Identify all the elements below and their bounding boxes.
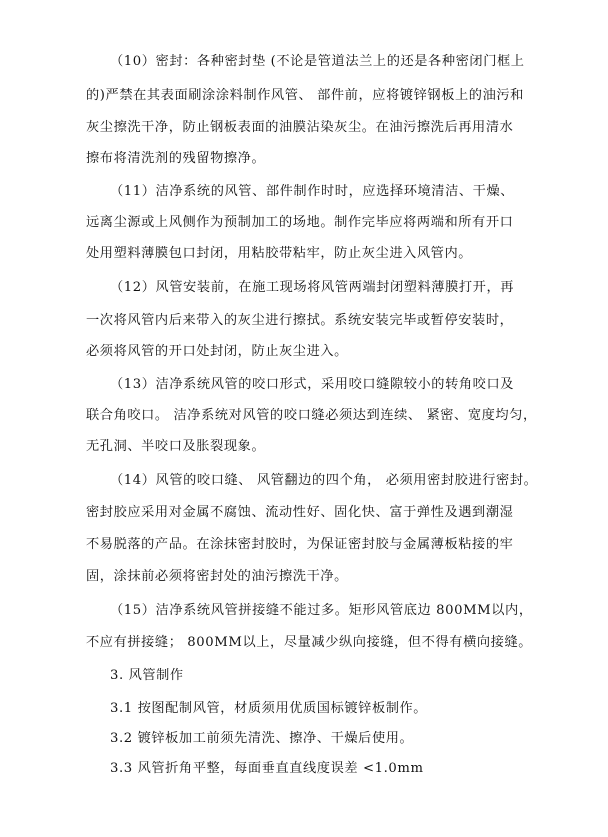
text-line: 的)严禁在其表面刷涂涂料制作风管、 部件前，应将镀锌钢板上的油污和 bbox=[86, 88, 524, 103]
text-line: （13）洁净系统风管的咬口形式，采用咬口缝隙较小的转角咬口及 bbox=[110, 377, 515, 392]
text-line: 3.3 风管折角平整，每面垂直直线度误差 <1.0mm bbox=[110, 761, 424, 776]
text-line: 3.2 镀锌板加工前须先清洗、擦净、干燥后使用。 bbox=[110, 731, 414, 746]
text-line: 不应有拼接缝； 800MM以上，尽量减少纵向接缝，但不得有横向接缝。 bbox=[86, 635, 533, 650]
text-line: 必须将风管的开口处封闭，防止灰尘进入。 bbox=[86, 344, 348, 359]
text-line: 无孔洞、半咬口及胀裂现象。 bbox=[86, 439, 266, 454]
text-line: 3.1 按图配制风管，材质须用优质国标镀锌板制作。 bbox=[110, 701, 428, 716]
text-line: 灰尘擦洗干净，防止钢板表面的油膜沾染灰尘。在油污擦洗后再用清水 bbox=[86, 120, 514, 135]
text-line: 一次将风管内后来带入的灰尘进行擦拭。系统安装完毕或暂停安装时， bbox=[86, 313, 514, 328]
text-line: 擦布将清洗剂的残留物擦净。 bbox=[86, 151, 266, 166]
section-heading: 3. 风管制作 bbox=[110, 668, 184, 683]
text-line: 不易脱落的产品。在涂抹密封胶时，为保证密封胶与金属薄板粘接的牢 bbox=[86, 537, 514, 552]
text-line: 联合角咬口。 洁净系统对风管的咬口缝必须达到连续、 紧密、宽度均匀， bbox=[86, 408, 537, 423]
text-line: 密封胶应采用对金属不腐蚀、流动性好、固化快、富于弹性及遇到潮湿 bbox=[86, 505, 514, 520]
text-line: （11）洁净系统的风管、部件制作时时，应选择环境清洁、干燥、 bbox=[110, 184, 515, 199]
text-line: 处用塑料薄膜包口封闭，用粘胶带粘牢，防止灰尘进入风管内。 bbox=[86, 246, 473, 261]
text-line: （10）密封：各种密封垫 (不论是管道法兰上的还是各种密闭门框上 bbox=[110, 54, 525, 69]
text-line: 固，涂抹前必须将密封处的油污擦洗干净。 bbox=[86, 569, 348, 584]
text-line: 远离尘源或上风侧作为预制加工的场地。制作完毕应将两端和所有开口 bbox=[86, 215, 514, 230]
text-line: （12）风管安装前，在施工现场将风管两端封闭塑料薄膜打开，再 bbox=[110, 280, 515, 295]
text-line: （15）洁净系统风管拼接缝不能过多。矩形风管底边 800MM以内， bbox=[110, 603, 533, 618]
text-line: （14）风管的咬口缝、 风管翻边的四个角， 必须用密封胶进行密封。 bbox=[110, 473, 538, 488]
